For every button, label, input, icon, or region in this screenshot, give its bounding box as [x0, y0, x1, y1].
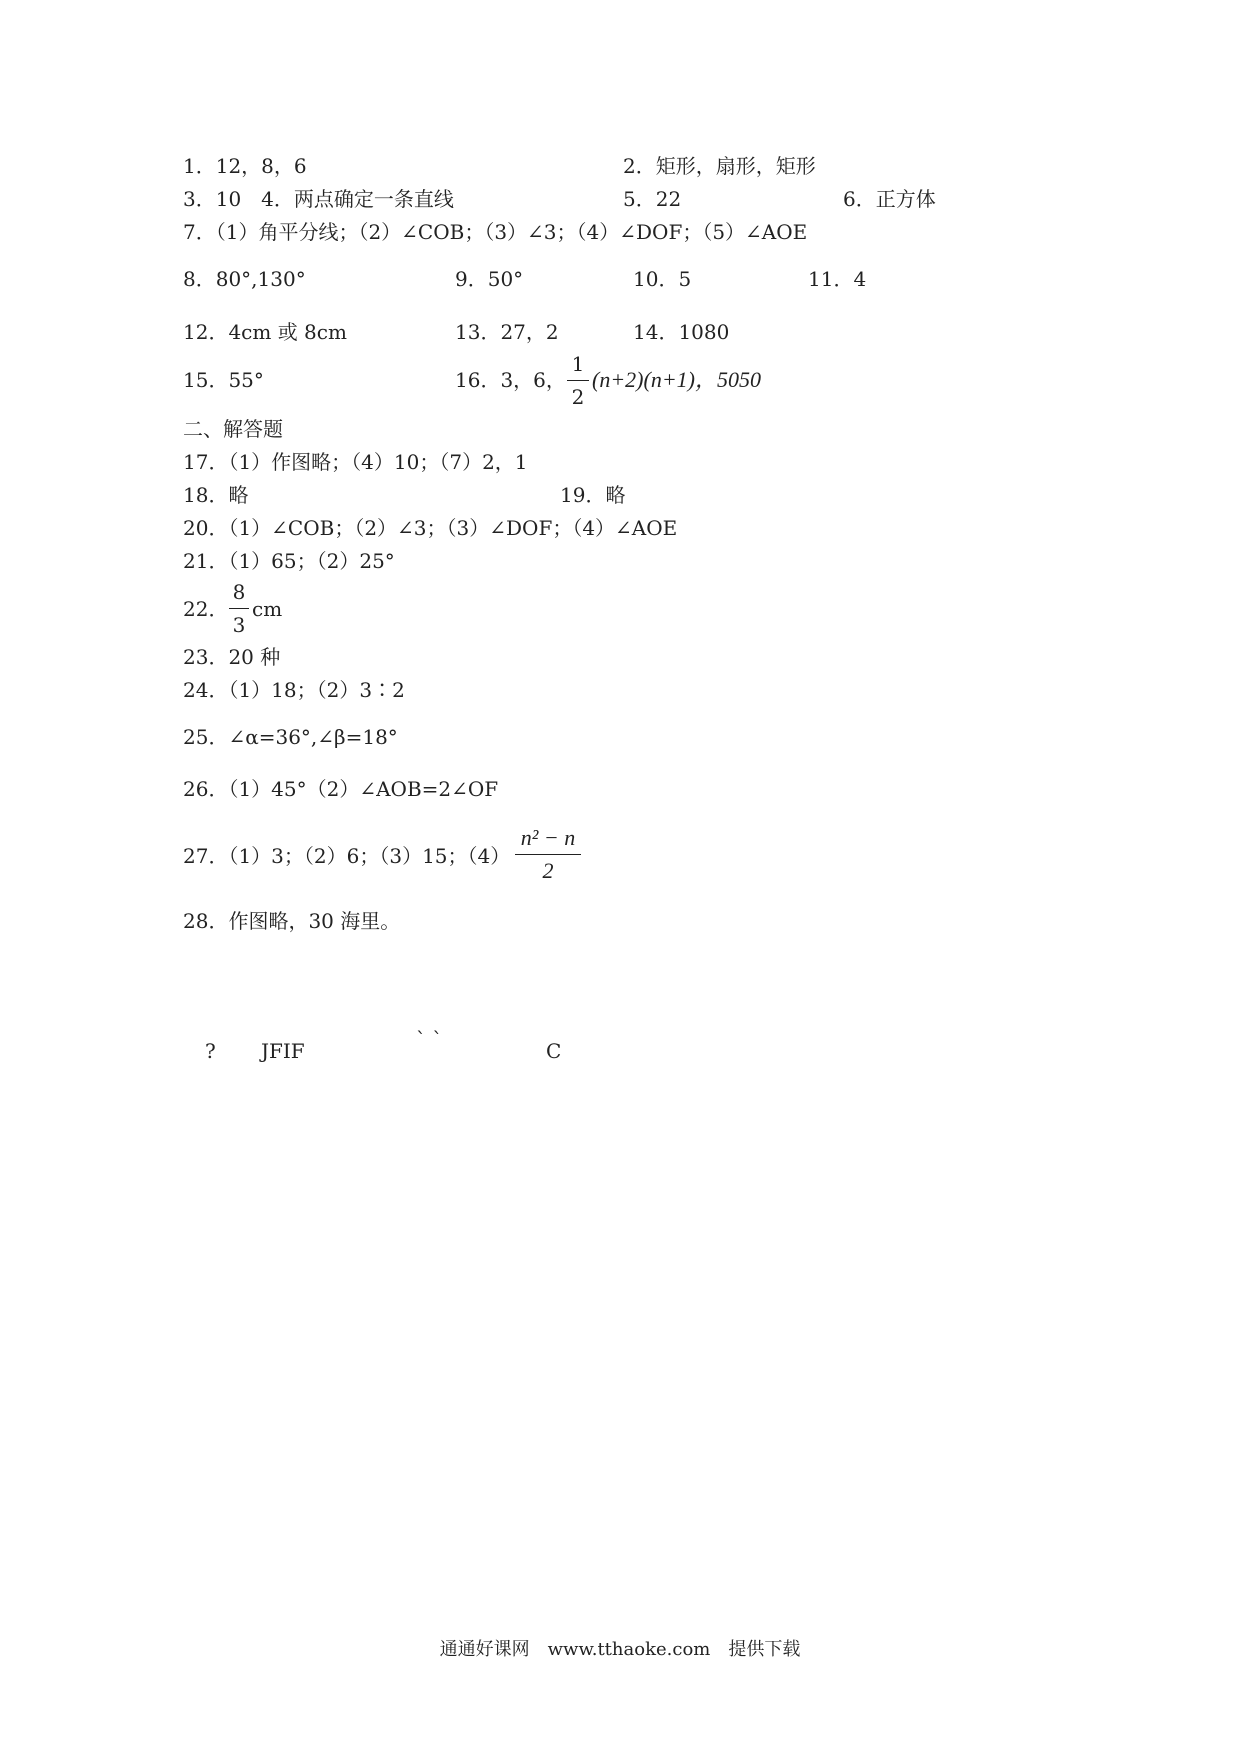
section-heading: 二、解答题 — [183, 417, 283, 441]
answer-10: 10．5 — [633, 267, 692, 291]
fraction-eight-thirds — [229, 578, 249, 639]
answer-26: 26．（1）45°（2）∠AOB=2∠OF — [183, 777, 499, 801]
answer-27-prefix: 27．（1）3；（2）6；（3）15；（4） — [183, 844, 511, 868]
artifact-jfif: JFIF — [261, 1039, 305, 1063]
answer-16-prefix: 16．3，6， — [455, 368, 566, 392]
answer-7: 7．（1）角平分线；（2）∠COB；（3）∠3；（4）∠DOF；（5）∠AOE — [183, 220, 808, 244]
answer-20: 20．（1）∠COB；（2）∠3；（3）∠DOF；（4）∠AOE — [183, 516, 678, 540]
fraction-n-squared-minus-n-over-2 — [515, 824, 581, 885]
answer-9: 9．50° — [455, 267, 524, 291]
answer-16-suffix: (n+2)(n+1)，5050 — [592, 367, 761, 392]
answer-22-unit: cm — [252, 597, 283, 621]
answer-14: 14．1080 — [633, 320, 730, 344]
fraction-one-half — [567, 350, 589, 411]
fraction-denominator: 3 — [232, 613, 246, 637]
answer-19: 19．略 — [560, 483, 626, 507]
artifact-question-mark: ? — [205, 1039, 216, 1063]
answer-22-prefix: 22． — [183, 597, 229, 621]
fraction-numerator: 1 — [571, 352, 585, 376]
fraction-bar — [567, 380, 589, 381]
answer-17: 17．（1）作图略；（4）10；（7）2，1 — [183, 450, 528, 474]
answer-6: 6．正方体 — [843, 187, 936, 211]
answer-25: 25．∠α=36°,∠β=18° — [183, 725, 398, 749]
answer-21: 21．（1）65；（2）25° — [183, 549, 395, 573]
artifact-ticks: ` ` — [416, 1027, 443, 1051]
fraction-denominator: 2 — [542, 858, 554, 883]
artifact-c: C — [546, 1039, 562, 1063]
answer-1: 1．12，8，6 — [183, 154, 307, 178]
answer-24: 24．（1）18；（2）3∶2 — [183, 678, 405, 702]
fraction-numerator: 8 — [232, 580, 246, 604]
answer-8: 8．80°,130° — [183, 267, 306, 291]
answer-18: 18．略 — [183, 483, 249, 507]
fraction-numerator: n² − n — [520, 825, 576, 850]
answer-12: 12．4cm 或 8cm — [183, 320, 347, 344]
answer-15: 15．55° — [183, 368, 264, 392]
footer-credit: 通通好课网 www.tthaoke.com 提供下载 — [439, 1639, 801, 1660]
answer-5: 5．22 — [623, 187, 682, 211]
fraction-denominator: 2 — [571, 385, 585, 409]
answer-23: 23．20 种 — [183, 645, 281, 669]
answer-11: 11．4 — [808, 267, 867, 291]
fraction-bar — [515, 854, 581, 855]
answer-3-4: 3．10 4．两点确定一条直线 — [183, 187, 454, 211]
answer-28: 28．作图略，30 海里。 — [183, 909, 401, 933]
fraction-bar — [229, 608, 249, 609]
answer-2: 2．矩形，扇形，矩形 — [623, 154, 816, 178]
answer-13: 13．27，2 — [455, 320, 559, 344]
